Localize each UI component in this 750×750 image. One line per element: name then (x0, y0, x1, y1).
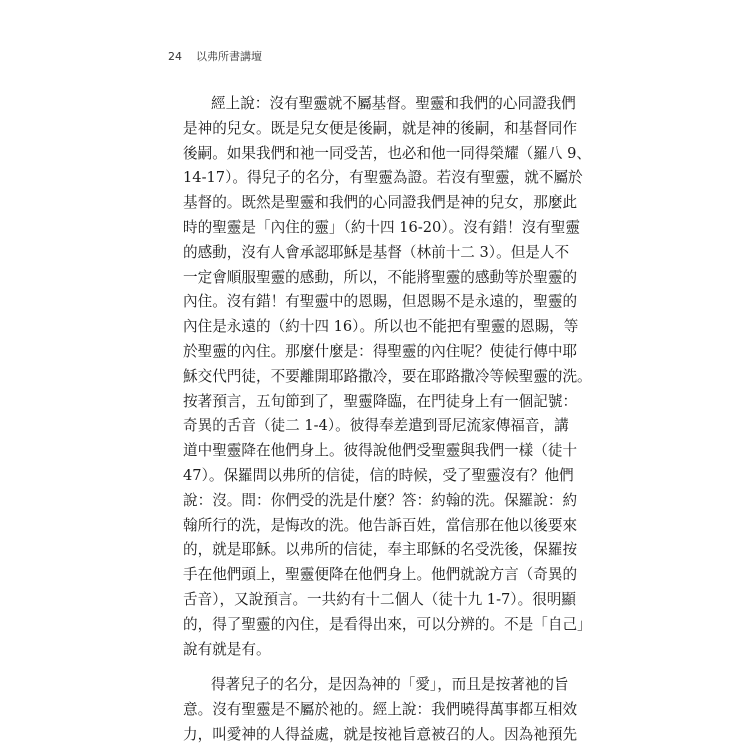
text-line: 14-17）。得兒子的名分，有聖靈為證。若沒有聖靈，就不屬於 (183, 169, 583, 187)
text-line: 舌音），又說預言。一共約有十二個人（徒十九 1-7）。很明顯 (183, 590, 576, 608)
text-line: 手在他們頭上，聖靈便降在他們身上。他們就說方言（奇異的 (183, 566, 578, 584)
text-line: 經上說：沒有聖靈就不屬基督。聖靈和我們的心同證我們 (211, 95, 576, 112)
text-line: 內住是永遠的（約十四 16）。所以也不能把有聖靈的恩賜，等 (183, 318, 579, 336)
text-line: 的，得了聖靈的內住，是看得出來，可以分辨的。不是「自己」 (183, 615, 592, 633)
text-line: 按著預言，五旬節到了，聖靈降臨，在門徒身上有一個記號： (183, 392, 578, 410)
text-line: 的感動，沒有人會承認耶穌是基督（林前十二 3）。但是人不 (183, 243, 570, 261)
text-line: 力，叫愛神的人得益處，就是按祂旨意被召的人。因為祂預先 (183, 725, 578, 743)
text-line: 一定會順服聖靈的感動，所以，不能將聖靈的感動等於聖靈的 (183, 268, 578, 286)
text-line: 是神的兒女。既是兒女便是後嗣，就是神的後嗣，和基督同作 (183, 119, 578, 137)
paragraph-gap (183, 662, 568, 673)
paragraph-2 (183, 673, 578, 747)
text-line: 奇異的舌音（徒二 1-4）。彼得奉差遣到哥尼流家傳福音，講 (183, 417, 569, 435)
text-line: 意。沒有聖靈是不屬於祂的。經上說：我們曉得萬事都互相效 (183, 701, 578, 719)
text-line: 的，就是耶穌。以弗所的信徒，奉主耶穌的名受洗後，保羅按 (183, 541, 578, 559)
text-line: 道中聖靈降在他們身上。彼得說他們受聖靈與我們一樣（徒十 (183, 442, 578, 460)
text-line: 於聖靈的內住。那麼什麼是：得聖靈的內住呢？使徒行傳中耶 (183, 342, 578, 360)
book-title: 以弗所書講壇 (196, 50, 262, 63)
text-line: 時的聖靈是「內住的靈」（約十四 16-20）。沒有錯！沒有聖靈 (183, 218, 580, 236)
page-number: 24 (168, 50, 182, 63)
text-line: 說：沒。問：你們受的洗是什麼？答：約翰的洗。保羅說：約 (183, 491, 578, 509)
text-line: 說有就是有。 (183, 640, 271, 658)
body-text (183, 92, 592, 748)
text-line: 內住。沒有錯！有聖靈中的恩賜，但恩賜不是永遠的，聖靈的 (183, 293, 578, 311)
running-header (168, 48, 262, 64)
paragraph-1 (183, 92, 592, 662)
text-line: 後嗣。如果我們和祂一同受苦，也必和他一同得榮耀（羅八 9、 (183, 144, 591, 162)
text-line: 穌交代門徒，不要離開耶路撒冷，要在耶路撒冷等候聖靈的洗。 (183, 367, 592, 385)
text-line: 得著兒子的名分，是因為神的「愛」，而且是按著祂的旨 (211, 676, 569, 694)
text-line: 47）。保羅問以弗所的信徒，信的時候，受了聖靈沒有？他們 (183, 466, 574, 484)
text-line: 基督的。既然是聖靈和我們的心同證我們是神的兒女，那麼此 (183, 194, 578, 212)
text-line: 翰所行的洗，是悔改的洗。他告訴百姓，當信那在他以後要來 (183, 516, 578, 534)
